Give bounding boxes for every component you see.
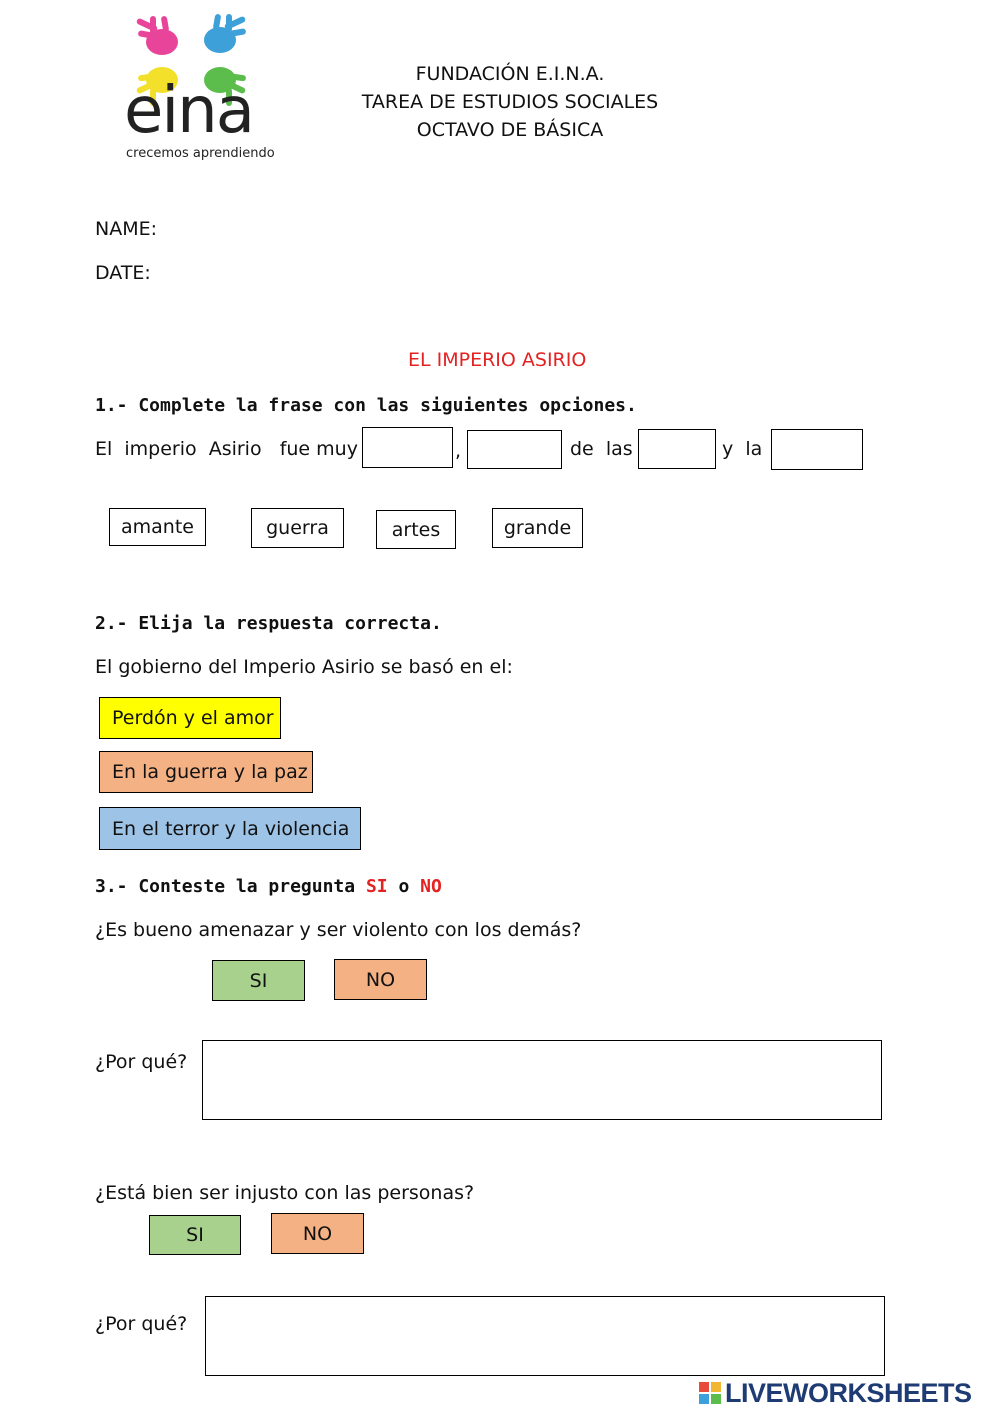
q3-1-no-button[interactable]: NO <box>334 959 427 1000</box>
q2-prompt: El gobierno del Imperio Asirio se basó en el: <box>95 656 513 678</box>
header-line-2: TAREA DE ESTUDIOS SOCIALES <box>361 91 659 113</box>
q3-question-1: ¿Es bueno amenazar y ser violento con los demás? <box>95 919 582 941</box>
q1-sentence-end: y la <box>722 438 763 460</box>
q2-heading: 2.- Elija la respuesta correcta. <box>95 613 442 634</box>
q3-2-why-label: ¿Por qué? <box>95 1313 188 1335</box>
q1-comma: , <box>455 440 462 462</box>
q1-blank-2[interactable] <box>467 430 562 469</box>
q2-option-guerra-paz[interactable]: En la guerra y la paz <box>99 751 313 793</box>
q3-1-yes-button[interactable]: SI <box>212 960 305 1001</box>
q3-heading-si: SI <box>365 876 388 897</box>
q1-option-amante[interactable]: amante <box>109 508 206 546</box>
header-line-1: FUNDACIÓN E.I.N.A. <box>415 63 605 85</box>
liveworksheets-logo <box>698 1378 972 1408</box>
liveworksheets-brand: LIVEWORKSHEETS <box>725 1377 972 1408</box>
q3-heading-text: 3.- Conteste la pregunta <box>95 876 366 897</box>
header <box>330 60 690 144</box>
q1-sentence-start: El imperio Asirio fue muy <box>95 438 358 460</box>
q1-option-grande[interactable]: grande <box>492 508 583 548</box>
q2-option-terror[interactable]: En el terror y la violencia <box>99 807 361 850</box>
logo-wordmark: eina <box>124 74 253 148</box>
q1-blank-4[interactable] <box>771 429 863 470</box>
name-label: NAME: <box>95 218 158 240</box>
date-label: DATE: <box>95 262 151 284</box>
q1-blank-1[interactable] <box>362 427 453 468</box>
q3-heading <box>95 876 442 897</box>
q1-sentence-middle: de las <box>570 438 633 460</box>
q1-option-guerra[interactable]: guerra <box>251 508 344 548</box>
q1-heading: 1.- Complete la frase con las siguientes opciones. <box>95 395 637 416</box>
q3-1-why-label: ¿Por qué? <box>95 1051 188 1073</box>
eina-logo <box>120 12 290 167</box>
logo-tagline: crecemos aprendiendo <box>126 146 275 161</box>
q1-option-artes[interactable]: artes <box>376 510 456 549</box>
q3-heading-no: NO <box>420 876 442 897</box>
q3-question-2: ¿Está bien ser injusto con las personas? <box>95 1182 475 1204</box>
q1-blank-3[interactable] <box>638 429 716 469</box>
q3-2-no-button[interactable]: NO <box>271 1213 364 1254</box>
q3-2-why-answer-box[interactable] <box>205 1296 885 1376</box>
liveworksheets-icon <box>698 1381 722 1405</box>
q3-1-why-answer-box[interactable] <box>202 1040 882 1120</box>
q2-option-perdon[interactable]: Perdón y el amor <box>99 697 281 739</box>
q3-2-yes-button[interactable]: SI <box>149 1215 241 1255</box>
q3-heading-o: o <box>387 876 421 897</box>
worksheet-title: EL IMPERIO ASIRIO <box>408 349 587 371</box>
header-line-3: OCTAVO DE BÁSICA <box>416 119 604 141</box>
